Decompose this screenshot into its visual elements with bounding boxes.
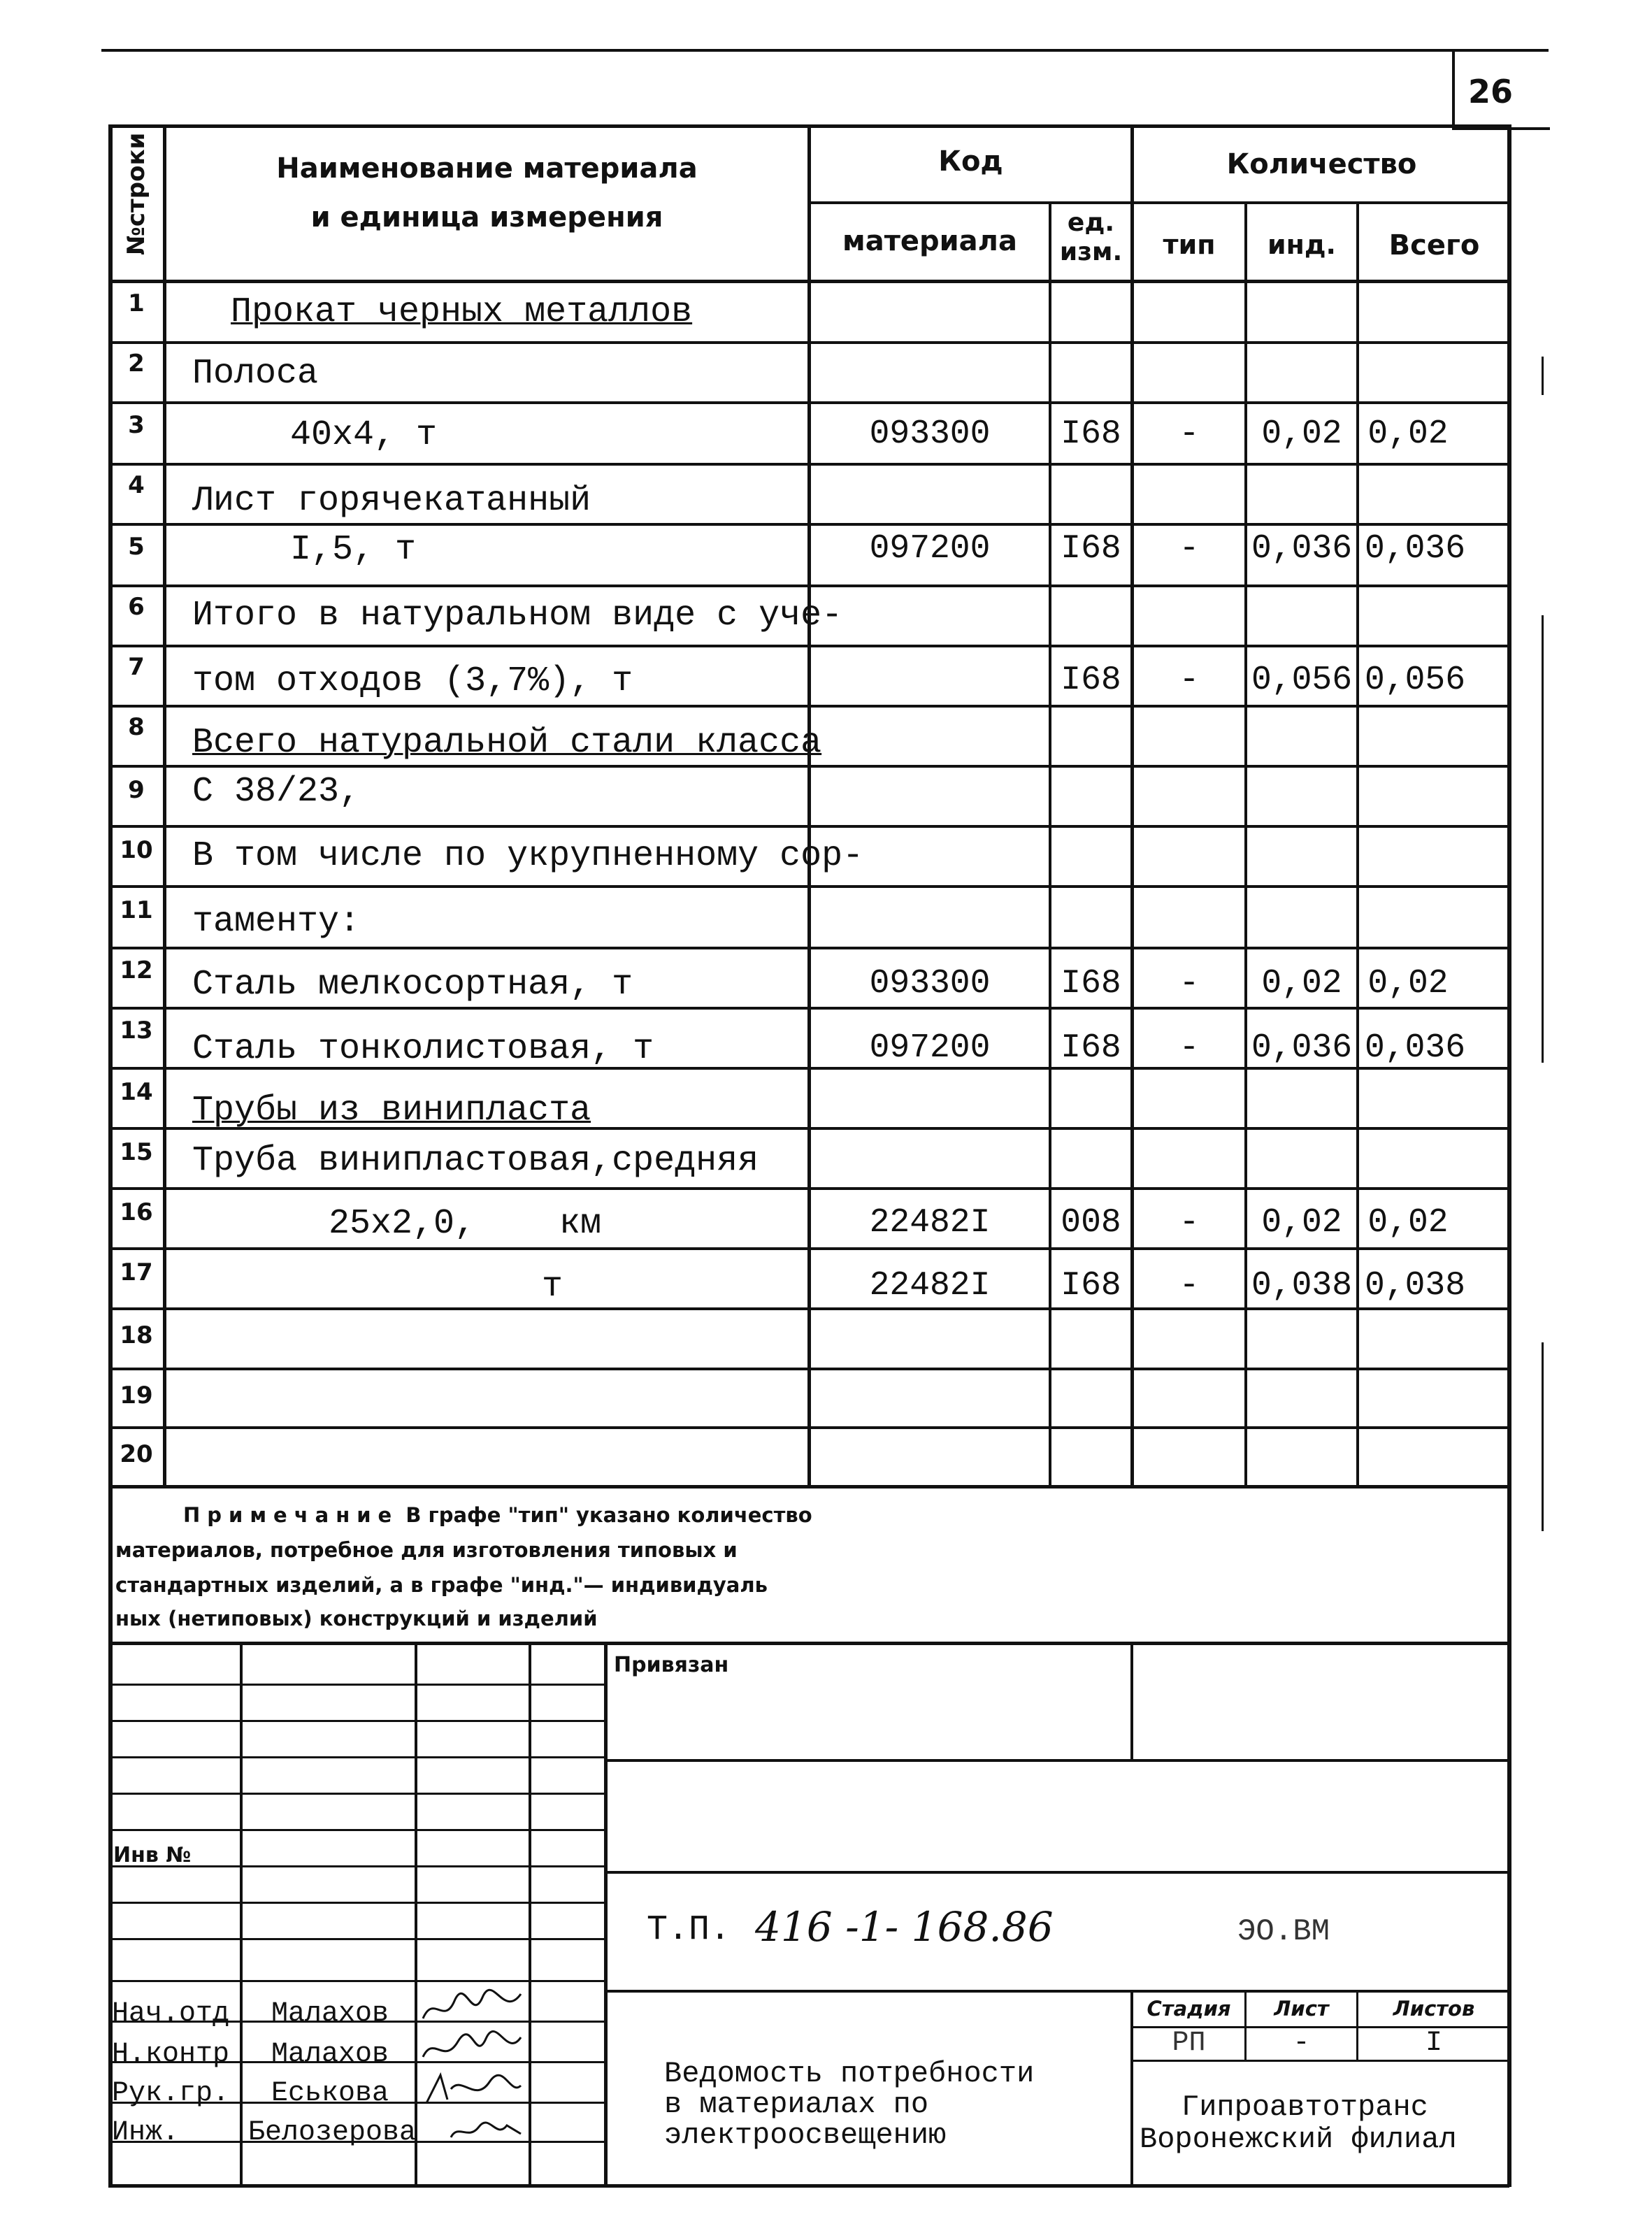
signer-role: Н.контр	[112, 2039, 230, 2070]
qty-total: 0,02	[1367, 1204, 1449, 1242]
frame-right	[1507, 124, 1511, 2187]
row-number: 15	[120, 1138, 153, 1166]
note-label: Примечание	[183, 1503, 399, 1527]
type-header: тип	[1163, 229, 1216, 260]
row-rule	[108, 1368, 1509, 1370]
qty-ind: 0,02	[1261, 965, 1342, 1003]
unit-code: I68	[1061, 965, 1121, 1003]
row-name: Сталь тонколистовая, т	[192, 1029, 654, 1069]
signer-role: Нач.отд	[112, 1998, 230, 2030]
stamp-col	[415, 1642, 417, 2187]
material-code: 093300	[869, 965, 991, 1003]
qty-type: -	[1179, 1267, 1200, 1305]
privyazan-divider	[1130, 1642, 1133, 1760]
signer-name: Еськова	[271, 2078, 389, 2109]
row-name: Трубы из винипласта	[192, 1091, 591, 1131]
row-rule	[108, 341, 1509, 344]
signature-image	[447, 2113, 524, 2154]
qty-total: 0,02	[1367, 415, 1449, 453]
qty-ind: 0,02	[1261, 415, 1342, 453]
quantity-header: Количество	[1226, 148, 1417, 180]
row-number: 2	[128, 350, 145, 378]
row-rule	[108, 1247, 1509, 1250]
row-number: 14	[120, 1078, 153, 1106]
qty-total: 0,056	[1364, 661, 1466, 699]
row-rule	[108, 1007, 1509, 1010]
code-header: Код	[938, 145, 1003, 178]
unit-code: I68	[1061, 1267, 1121, 1305]
material-code: 093300	[869, 415, 991, 453]
privyazan-bottom	[604, 1759, 1509, 1762]
row-number: 18	[120, 1321, 153, 1349]
ind-header: инд.	[1267, 229, 1336, 260]
material-code: 22482I	[869, 1267, 991, 1305]
row-name: Сталь мелкосортная, т	[192, 965, 633, 1005]
qty-type: -	[1179, 1029, 1200, 1067]
stamp-row	[108, 1756, 606, 1758]
stamp-row	[108, 1793, 606, 1795]
row-number-header: №строки	[122, 132, 150, 255]
stamp-row	[108, 1720, 606, 1722]
page-number: 26	[1468, 73, 1514, 110]
code-area-top	[604, 1871, 1509, 1874]
unit-header-line2: изм.	[1059, 238, 1123, 266]
doc-title-line3: электроосвещению	[664, 2118, 947, 2152]
note-line4: ных (нетиповых) конструкций и изделий	[115, 1607, 598, 1630]
qty-type: -	[1179, 415, 1200, 453]
qty-total: 0,036	[1364, 530, 1466, 568]
row-rule	[108, 645, 1509, 647]
stage-value-bottom	[1130, 2060, 1509, 2062]
row-name: т	[542, 1267, 563, 1307]
scan-mark	[1542, 1342, 1544, 1531]
doc-title-line1: Ведомость потребности	[664, 2057, 1035, 2090]
row-number: 5	[128, 533, 145, 561]
row-number: 7	[128, 653, 145, 681]
signature-image	[419, 1987, 524, 2035]
qty-type: -	[1179, 965, 1200, 1003]
row-rule	[108, 1426, 1509, 1429]
stamp-bottom-rule	[108, 2184, 1509, 2188]
row-name: Труба винипластовая,средняя	[192, 1141, 759, 1181]
material-code: 097200	[869, 530, 991, 568]
unit-header-line1: ед.	[1067, 208, 1115, 237]
row-rule	[108, 765, 1509, 768]
doc-number: 416 -1- 168.86	[755, 1903, 1054, 1951]
row-rule	[108, 705, 1509, 708]
qty-ind: 0,038	[1251, 1267, 1353, 1305]
row-number: 19	[120, 1382, 153, 1409]
header-mid-rule	[807, 201, 1509, 204]
signer-name: Белозерова	[248, 2117, 417, 2148]
unit-code: I68	[1061, 530, 1121, 568]
note-line1	[183, 1503, 812, 1527]
stamp-col	[604, 1642, 608, 2187]
scan-mark	[1542, 357, 1544, 395]
stamp-row	[108, 1902, 606, 1904]
note-text-1: В графе "тип" указано количество	[405, 1503, 812, 1527]
row-number: 16	[120, 1198, 153, 1226]
row-rule	[108, 825, 1509, 828]
row-name: 40x4, т	[290, 415, 438, 455]
sheets-label: Листов	[1393, 1997, 1475, 2021]
unit-code: I68	[1061, 661, 1121, 699]
header-bottom-rule	[108, 280, 1509, 283]
signer-role: Инж.	[112, 2117, 180, 2148]
doc-title-line2: в материалах по	[664, 2088, 929, 2121]
signer-name: Малахов	[271, 1998, 389, 2030]
row-rule	[108, 463, 1509, 466]
qty-total: 0,02	[1367, 965, 1449, 1003]
inv-no-label: Инв №	[113, 1843, 192, 1867]
row-number: 3	[128, 411, 145, 439]
doc-code: Т.П.	[647, 1910, 731, 1950]
qty-ind: 0,056	[1251, 661, 1353, 699]
row-name: Итого в натуральном виде с уче-	[192, 596, 843, 636]
row-name: Всего натуральной стали класса	[192, 723, 822, 763]
total-header: Всего	[1388, 229, 1480, 261]
row-number: 20	[120, 1440, 153, 1468]
qty-total: 0,036	[1364, 1029, 1466, 1067]
row-number: 11	[120, 896, 153, 924]
qty-type: -	[1179, 1204, 1200, 1242]
qty-total: 0,038	[1364, 1267, 1466, 1305]
qty-ind: 0,036	[1251, 530, 1353, 568]
material-header: материала	[842, 225, 1017, 257]
stamp-col	[529, 1642, 531, 2187]
material-code: 22482I	[869, 1204, 991, 1242]
stamp-row	[108, 1938, 606, 1940]
qty-ind: 0,036	[1251, 1029, 1353, 1067]
row-name: том отходов (3,7%), т	[192, 661, 633, 701]
title-area-top	[604, 1990, 1509, 1993]
qty-type: -	[1179, 661, 1200, 699]
stamp-row	[108, 1829, 606, 1831]
stamp-row	[108, 1980, 606, 1982]
row-name: В том числе по укрупненному сор-	[192, 836, 864, 876]
row-rule	[108, 1485, 1509, 1488]
sheet-value: -	[1293, 2028, 1310, 2059]
name-header-line2: и единица измерения	[310, 201, 663, 234]
row-number: 17	[120, 1258, 153, 1286]
row-number: 4	[128, 471, 145, 499]
row-name: Прокат черных металлов	[231, 292, 693, 332]
signer-name: Малахов	[271, 2039, 389, 2070]
qty-ind: 0,02	[1261, 1204, 1342, 1242]
sheets-value: I	[1425, 2028, 1442, 2059]
row-number: 10	[120, 836, 153, 864]
row-number: 12	[120, 956, 153, 984]
stamp-col	[240, 1642, 243, 2187]
row-number: 6	[128, 593, 145, 621]
row-number: 13	[120, 1017, 153, 1045]
doc-mark: ЭО.ВМ	[1237, 1914, 1330, 1949]
unit-code: I68	[1061, 1029, 1121, 1067]
row-name: Лист горячекатанный	[192, 481, 591, 521]
org-line1: Гипроавтотранс	[1181, 2090, 1428, 2124]
qty-type: -	[1179, 530, 1200, 568]
material-code: 097200	[869, 1029, 991, 1067]
page-box-left	[1452, 52, 1455, 129]
signature-image	[419, 2068, 524, 2116]
row-number: 8	[128, 713, 145, 741]
sheet-label: Лист	[1274, 1997, 1329, 2021]
row-name: 25x2,0, км	[329, 1204, 602, 1244]
row-name: Полоса	[192, 354, 319, 394]
row-number: 1	[128, 289, 145, 317]
stamp-top-rule	[108, 1642, 1509, 1645]
scan-mark	[1542, 615, 1544, 1063]
row-name: таменту:	[192, 902, 361, 942]
row-name: С 38/23,	[192, 772, 361, 812]
top-rule	[101, 49, 1549, 52]
row-number: 9	[128, 776, 145, 804]
row-rule	[108, 1187, 1509, 1190]
stage-value: РП	[1172, 2028, 1206, 2059]
signer-role: Рук.гр.	[112, 2078, 230, 2109]
row-rule	[108, 885, 1509, 888]
privyazan-label: Привязан	[614, 1653, 729, 1677]
unit-code: I68	[1061, 415, 1121, 453]
unit-code: 008	[1061, 1204, 1121, 1242]
name-header-line1: Наименование материала	[276, 152, 698, 185]
row-rule	[108, 947, 1509, 949]
row-rule	[108, 584, 1509, 587]
row-rule	[108, 523, 1509, 526]
org-line2: Воронежский филиал	[1140, 2123, 1457, 2156]
row-rule	[108, 1307, 1509, 1310]
stamp-row	[108, 1684, 606, 1686]
stage-label: Стадия	[1147, 1997, 1231, 2021]
note-line3: стандартных изделий, а в графе "инд."— индивидуаль	[115, 1573, 768, 1597]
col-line-1	[163, 124, 166, 1486]
row-rule	[108, 401, 1509, 404]
note-line2: материалов, потребное для изготовления типовых и	[115, 1538, 738, 1562]
row-name: I,5, т	[290, 530, 417, 570]
